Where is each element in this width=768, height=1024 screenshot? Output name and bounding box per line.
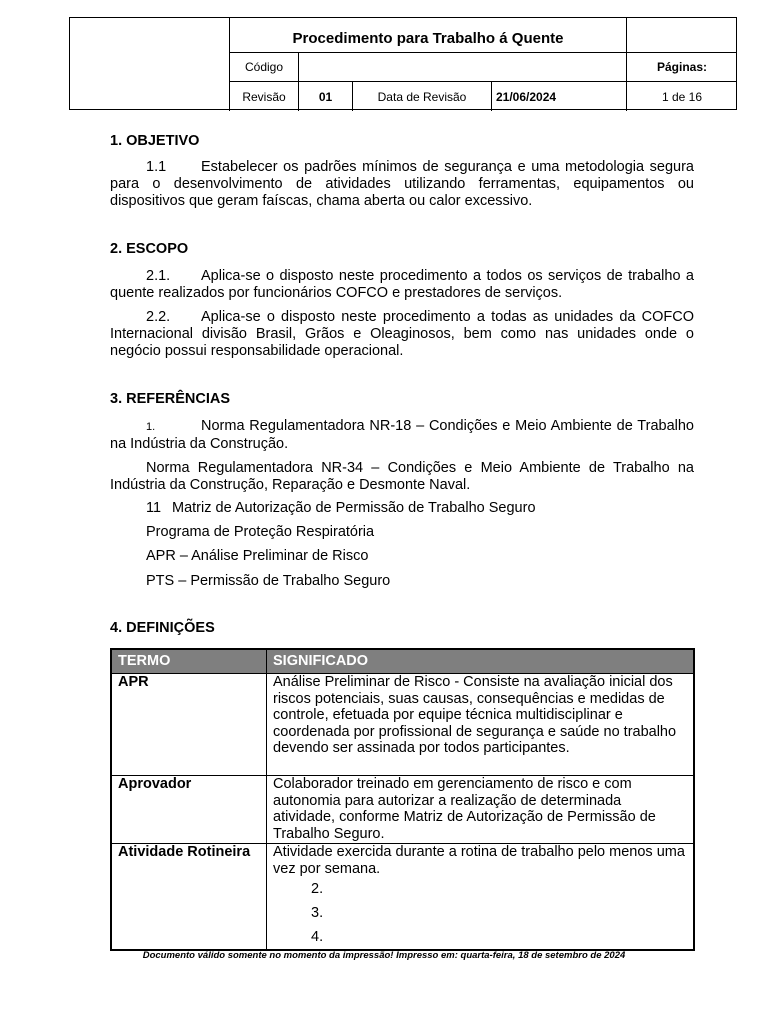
term-cell: APR xyxy=(112,674,267,776)
section-objetivo-heading: 1. OBJETIVO xyxy=(110,133,200,149)
pages-value: 1 de 16 xyxy=(661,89,703,104)
codigo-label: Código xyxy=(244,60,284,74)
referencia-2 xyxy=(110,460,694,494)
section-referencias-heading: 3. REFERÊNCIAS xyxy=(110,391,231,407)
meaning-cell: Colaborador treinado em gerenciamento de risco e com autonomia para autorizar a realização de determinada atividade, conforme Matriz de Autorização de Permissão de Trabalho Seguro. xyxy=(267,776,694,844)
escopo-p1-num: 2.1. xyxy=(146,268,171,284)
escopo-p2-text: Aplica-se o disposto neste procedimento a todas as unidades da COFCO Internacional divisão Brasil, Grãos e Oleaginosos, bem como nas unidades onde o negócio possui responsabilidade operacional. xyxy=(110,309,694,359)
referencia-4: Programa de Proteção Respiratória xyxy=(146,524,375,540)
referencia-3 xyxy=(146,500,536,516)
definitions-table xyxy=(110,648,695,951)
section-definicoes-heading: 4. DEFINIÇÕES xyxy=(110,620,215,636)
definitions-header-row xyxy=(112,650,694,674)
referencia-1-text: Norma Regulamentadora NR-18 – Condições e Meio Ambiente de Trabalho na Indústria da Construção. xyxy=(110,418,694,452)
referencia-1 xyxy=(110,418,694,453)
document-title: Procedimento para Trabalho á Quente xyxy=(292,29,564,47)
objetivo-p1-text: Estabelecer os padrões mínimos de segurança e uma metodologia segura para o desenvolvimento de atividades utilizando ferramentas, equipamentos ou dispositivos que geram faíscas, chama aberta ou calor excessivo. xyxy=(110,159,694,209)
objetivo-paragraph xyxy=(110,159,694,210)
referencia-5: APR – Análise Preliminar de Risco xyxy=(146,548,369,564)
referencia-6: PTS – Permissão de Trabalho Seguro xyxy=(146,573,391,589)
numbered-list xyxy=(273,877,687,949)
document-header xyxy=(69,17,737,110)
referencia-2-text: Norma Regulamentadora NR-34 – Condições e Meio Ambiente de Trabalho na Indústria da Construção, Reparação e Desmonte Naval. xyxy=(110,460,694,493)
meaning-cell-with-list xyxy=(267,844,694,950)
escopo-p2-num: 2.2. xyxy=(146,309,171,325)
escopo-paragraph-1 xyxy=(110,268,694,302)
column-header-termo: TERMO xyxy=(112,650,267,674)
data-revisao-value: 21/06/2024 xyxy=(496,89,557,104)
print-footer: Documento válido somente no momento da impressão! Impresso em: quarta-feira, 18 de setembro de 2024 xyxy=(142,950,626,961)
list-item: 4. xyxy=(311,929,324,945)
referencia-3-text: Matriz de Autorização de Permissão de Trabalho Seguro xyxy=(172,500,536,516)
table-row xyxy=(112,844,694,950)
table-row xyxy=(112,776,694,844)
escopo-p1-text: Aplica-se o disposto neste procedimento a todos os serviços de trabalho a quente realizados por funcionários COFCO e prestadores de serviços. xyxy=(110,268,694,301)
logo-area xyxy=(70,18,229,111)
term-cell: Atividade Rotineira xyxy=(112,844,267,950)
revisao-value: 01 xyxy=(318,89,333,104)
referencia-3-num: 11 xyxy=(146,500,162,516)
meaning-cell: Análise Preliminar de Risco - Consiste na avaliação inicial dos riscos potenciais, suas causas, consequências e medidas de controle, efetuada por equipe técnica multidisciplinar e coordenada por profissional de segurança e saúde no trabalho devendo ser assinada por todos participantes. xyxy=(267,674,694,776)
section-escopo-heading: 2. ESCOPO xyxy=(110,241,189,257)
term-cell: Aprovador xyxy=(112,776,267,844)
list-item: 2. xyxy=(311,881,324,897)
referencia-1-num: 1. xyxy=(146,421,156,433)
column-header-significado: SIGNIFICADO xyxy=(267,650,694,674)
list-item: 3. xyxy=(311,905,324,921)
codigo-value xyxy=(299,53,626,81)
meaning-text: Atividade exercida durante a rotina de trabalho pelo menos uma vez por semana. xyxy=(273,844,685,877)
objetivo-p1-num: 1.1 xyxy=(146,159,167,175)
data-revisao-label: Data de Revisão xyxy=(377,89,467,104)
escopo-paragraph-2 xyxy=(110,309,694,360)
revisao-label: Revisão xyxy=(242,89,286,104)
table-row xyxy=(112,674,694,776)
paginas-label: Páginas: xyxy=(656,60,707,74)
